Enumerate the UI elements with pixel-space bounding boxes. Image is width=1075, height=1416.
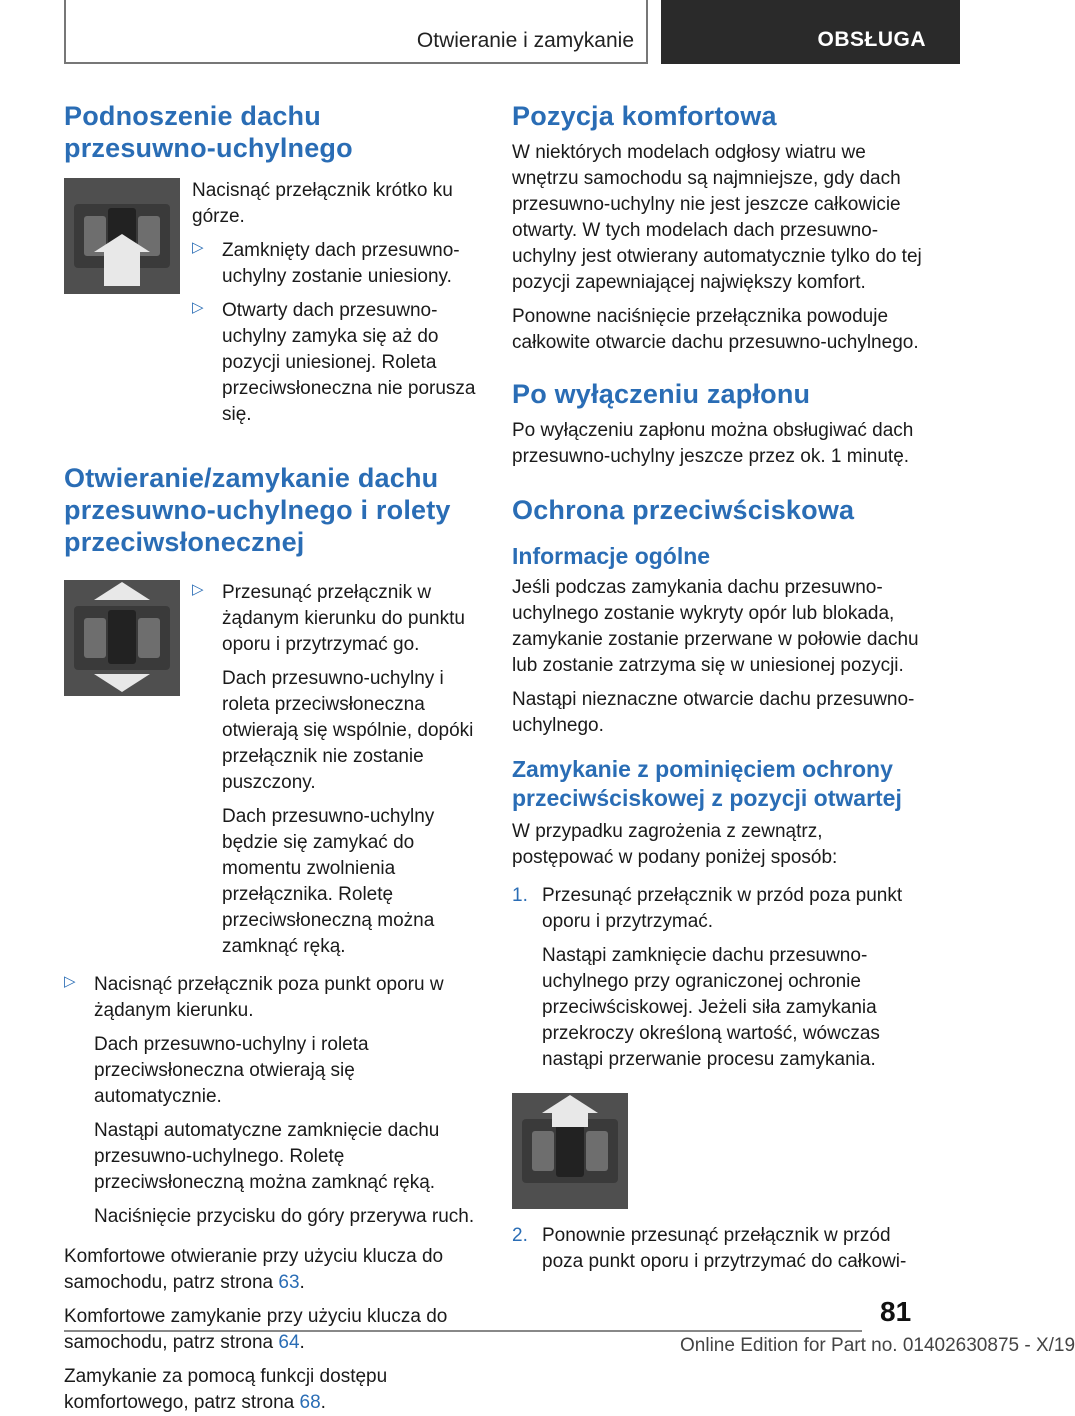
- switch-updown-illustration: [64, 580, 180, 696]
- arrow-up-icon: [104, 250, 140, 286]
- list-item: [192, 580, 478, 960]
- list-item-text: ▷ Otwarty dach przesuwno-uchylny zamyka się aż do pozycji uniesionej. Roleta przeciwsłoneczna nie porusza się.: [222, 300, 476, 425]
- header-section-tab: [661, 0, 960, 64]
- step-text: Przesunąć przełącznik w przód poza punkt oporu i przytrzymać.: [542, 885, 903, 932]
- list-item: [64, 972, 478, 1230]
- section-title-pinch-protection: Ochrona przeciwściskowa: [512, 495, 855, 525]
- list-item: [192, 238, 478, 290]
- list-item-text: ▷ Przesunąć przełącznik w żądanym kierunku do punktu oporu i przytrzymać go.: [222, 582, 465, 655]
- reference-paragraph: Komfortowe otwieranie przy użyciu klucza do samochodu, patrz strona 63.: [64, 1246, 444, 1293]
- page-link[interactable]: 68: [299, 1392, 321, 1413]
- footer-divider: [64, 1330, 862, 1332]
- page-link[interactable]: 64: [278, 1332, 300, 1353]
- paragraph: Nastąpi nieznaczne otwarcie dachu przesuwno-uchylnego.: [512, 689, 915, 736]
- page-link[interactable]: 63: [278, 1272, 300, 1293]
- arrow-up-icon: [542, 1095, 598, 1113]
- header-section-label: OBSŁUGA: [817, 28, 926, 51]
- paragraph: Dach przesuwno-uchylny będzie się zamykać do momentu zwolnienia przełącznika. Roletę przeciwsłoneczną można zamknąć ręką.: [222, 806, 435, 957]
- paragraph: W przypadku zagrożenia z zewnątrz, postępować w podany poniżej sposób:: [512, 821, 838, 868]
- list-item-text: ▷ Zamknięty dach przesuwno-uchylny zostanie uniesiony.: [222, 240, 460, 287]
- paragraph: Nastąpi zamknięcie dachu przesuwno-uchylnego przy ograniczonej ochronie przeciwściskowej. Jeżeli siła zamykania przekroczy określoną wartość, wówczas nastąpi przerwanie procesu zamykania.: [542, 945, 880, 1070]
- open-close-block: [64, 580, 478, 960]
- reference-text: Komfortowe zamykanie przy użyciu klucza do samochodu, patrz strona: [64, 1306, 448, 1353]
- list-item-text: ▷ Nacisnąć przełącznik poza punkt oporu w żądanym kierunku.: [94, 974, 444, 1021]
- raise-instruction-block: [64, 178, 478, 428]
- switch-forward-illustration: [512, 1093, 628, 1209]
- step-item: [512, 1223, 926, 1275]
- footer-edition: Online Edition for Part no. 01402630875 - X/19: [680, 1335, 1075, 1356]
- paragraph: W niektórych modelach odgłosy wiatru we wnętrzu samochodu są najmniejsze, gdy dach przesuwno-uchylny nie jest jeszcze całkowicie otwarty. W tych modelach dach przesuwno-uchylny jest otwierany automatycznie tylko do tej pozycji zapewniającej największy komfort.: [512, 142, 922, 293]
- header-title: Otwieranie i zamykanie: [416, 29, 634, 52]
- step-number: 2.: [512, 1225, 528, 1246]
- paragraph: Nastąpi automatyczne zamknięcie dachu przesuwno-uchylnego. Roletę przeciwsłoneczną można zamknąć ręką.: [94, 1120, 440, 1193]
- reference-paragraph: Komfortowe zamykanie przy użyciu klucza do samochodu, patrz strona 64.: [64, 1306, 448, 1353]
- paragraph: Po wyłączeniu zapłonu można obsługiwać dach przesuwno-uchylny jeszcze przez ok. 1 minutę.: [512, 420, 914, 467]
- paragraph: Ponowne naciśnięcie przełącznika powoduje całkowite otwarcie dachu przesuwno-uchylnego.: [512, 306, 919, 353]
- reference-text: Zamykanie za pomocą funkcji dostępu komfortowego, patrz strona: [64, 1366, 388, 1413]
- reference-text: Komfortowe otwieranie przy użyciu klucza do samochodu, patrz strona: [64, 1246, 444, 1293]
- section-title-open-close: Otwieranie/zamykanie dachu przesuwno-uchylnego i rolety przeciwsłonecznej: [64, 463, 451, 557]
- paragraph: Dach przesuwno-uchylny i roleta przeciwsłoneczna otwierają się wspólnie, dopóki przełącznik nie zostanie puszczony.: [222, 668, 474, 793]
- section-title-comfort-position: Pozycja komfortowa: [512, 101, 777, 131]
- paragraph: Naciśnięcie przycisku do góry przerywa ruch.: [94, 1206, 475, 1227]
- paragraph: Jeśli podczas zamykania dachu przesuwno-uchylnego zostanie wykryty opór lub blokada, zamykanie zostanie przerwane w połowie dachu lub zostanie zatrzyma się w uniesionej pozycji.: [512, 577, 919, 676]
- arrow-up-icon: [94, 582, 150, 600]
- step-item: [512, 883, 926, 1073]
- paragraph: Dach przesuwno-uchylny i roleta przeciwsłoneczna otwierają się automatycznie.: [94, 1034, 369, 1107]
- reference-paragraph: Zamykanie za pomocą funkcji dostępu komfortowego, patrz strona 68.: [64, 1366, 388, 1413]
- right-column: [512, 100, 926, 1275]
- section-title-raising-roof: Podnoszenie dachu przesuwno-uchylnego: [64, 101, 353, 163]
- section-title-ignition-off: Po wyłączeniu zapłonu: [512, 379, 811, 409]
- left-column: [64, 100, 478, 1416]
- arrow-down-icon: [94, 674, 150, 692]
- subsection-title-override: Zamykanie z pominięciem ochrony przeciwściskowej z pozycji otwartej: [512, 756, 902, 811]
- step-text: Ponownie przesunąć przełącznik w przód poza punkt oporu i przytrzymać do całkowi-: [542, 1225, 907, 1272]
- step-number: 1.: [512, 885, 528, 906]
- page-number: 81: [880, 1296, 912, 1327]
- raise-intro-text: Nacisnąć przełącznik krótko ku górze.: [192, 180, 453, 227]
- subsection-title-general: Informacje ogólne: [512, 543, 711, 569]
- switch-up-illustration: [64, 178, 180, 294]
- list-item: [192, 298, 478, 428]
- header-title-box: [64, 0, 648, 64]
